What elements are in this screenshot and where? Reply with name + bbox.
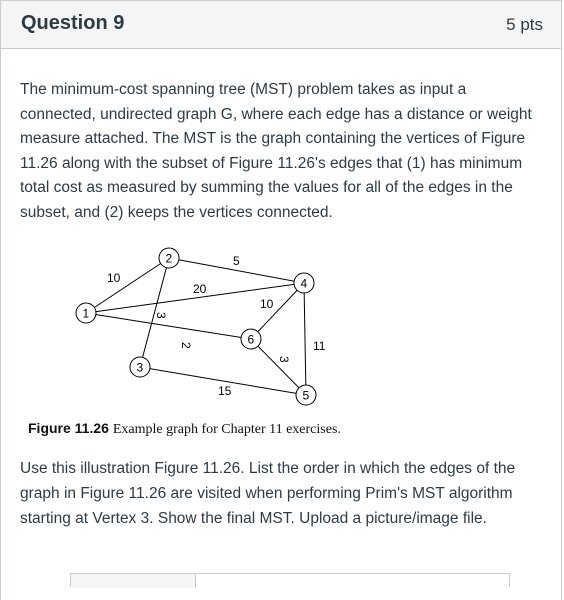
- question-header: [1, 1, 561, 49]
- question-instructions: Use this illustration Figure 11.26. List the order in which the edges of the graph in Figure 11.26 are visited when performing Prim's MST algorithm starting at Vertex 3. Show the final MST. Upload a picture/image file.: [20, 460, 516, 527]
- edge-label-4-5: 11: [313, 339, 326, 353]
- edge-4-5: [304, 283, 306, 395]
- edge-label-1-6: 2: [179, 342, 193, 349]
- edge-label-4-6: 10: [260, 297, 274, 311]
- figure-caption-text: Example graph for Chapter 11 exercises.: [112, 422, 341, 437]
- graph-node-4: [294, 273, 314, 293]
- graph-node-3: [130, 357, 150, 377]
- edge-label-6-5: 3: [277, 356, 291, 363]
- question-title: Question 9: [21, 12, 125, 34]
- figure-caption-label: Figure 11.26: [28, 420, 109, 436]
- node-label-2: 2: [165, 251, 173, 266]
- file-upload-field[interactable]: [70, 573, 510, 587]
- question-text: The minimum-cost spanning tree (MST) problem takes as input a connected, undirected graph G, where each edge has a distance or weight measure attached. The MST is the graph containing the vertices of Figure 11.26 along with the subset of Figure 11.26's edges that (1) has minimum total cost as measured by summing the values for all of the edges in the subset, and (2) keeps the vertices connected.: [20, 81, 532, 221]
- edge-label-2-3: 3: [154, 312, 168, 319]
- graph-node-6: [241, 329, 261, 349]
- graph-node-2: [159, 248, 179, 268]
- upload-button[interactable]: [71, 574, 196, 588]
- node-label-4: 4: [300, 276, 308, 291]
- edge-label-1-4: 20: [193, 282, 207, 296]
- edge-label-1-2: 10: [107, 271, 121, 285]
- edge-label-2-4: 5: [233, 254, 240, 268]
- edge-label-3-5: 15: [218, 384, 232, 398]
- edge-4-6: [251, 283, 304, 339]
- edge-6-5: [251, 339, 306, 395]
- question-points: 5 pts: [506, 15, 543, 34]
- node-label-3: 3: [136, 360, 144, 375]
- figure-caption: [28, 420, 341, 438]
- graph-node-5: [296, 385, 316, 405]
- node-label-1: 1: [82, 306, 90, 321]
- graph-node-1: [76, 303, 96, 323]
- node-label-5: 5: [302, 388, 310, 403]
- node-label-6: 6: [247, 332, 255, 347]
- graph-figure: [0, 240, 340, 415]
